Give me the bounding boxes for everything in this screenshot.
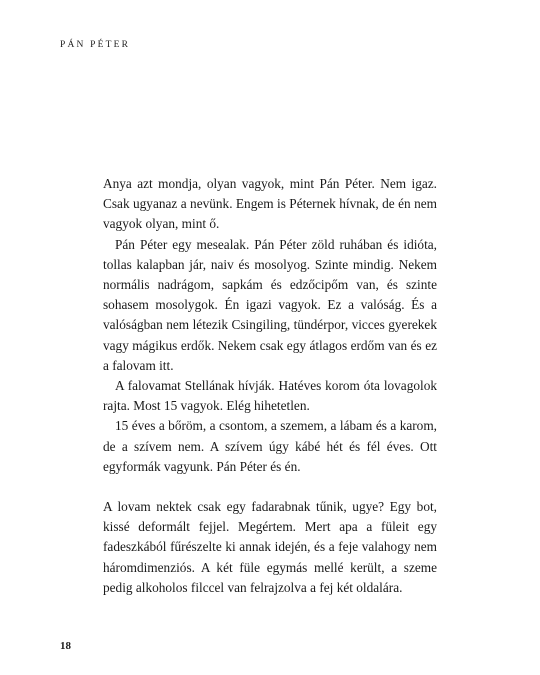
paragraph: Pán Péter egy mesealak. Pán Péter zöld ruhában és idióta, tollas kalapban jár, naiv és mosolyog. Szinte mindig. Nekem normális nadrágom, sapkám és edzőcipőm van, és szinte sohasem mosolygok. Én igazi vagyok. Ez a valóság. És a valóságban nem létezik Csingiling, tündérpor, vicces gyerekek vagy mágikus erdők. Nekem csak egy átlagos erdőm van és ez a falovam itt. [103, 236, 437, 373]
body-text [103, 174, 437, 598]
page-number: 18 [60, 640, 71, 652]
section-break [103, 477, 437, 497]
paragraph: A lovam nektek csak egy fadarabnak tűnik, ugye? Egy bot, kissé deformált fejjel. Megértem. Mert apa a füleit egy fadeszkából fűrészelte ki annak idején, és a feje valahogy nem háromdimenziós. A két füle egymás mellé került, a szeme pedig alkoholos filccel van felrajzolva a fej két oldalára. [103, 499, 437, 595]
paragraph: A falovamat Stellának hívják. Hatéves korom óta lovagolok rajta. Most 15 vagyok. Elég hihetetlen. [103, 378, 437, 414]
paragraph: 15 éves a bőröm, a csontom, a szemem, a lábam és a karom, de a szívem nem. A szívem úgy kábé hét és fél éves. Ott egyformák vagyunk. Pán Péter és én. [103, 418, 437, 474]
running-head: PÁN PÉTER [60, 40, 131, 50]
paragraph: Anya azt mondja, olyan vagyok, mint Pán Péter. Nem igaz. Csak ugyanaz a nevünk. Engem is Péternek hívnak, de én nem vagyok olyan, mint ő. [103, 176, 437, 232]
